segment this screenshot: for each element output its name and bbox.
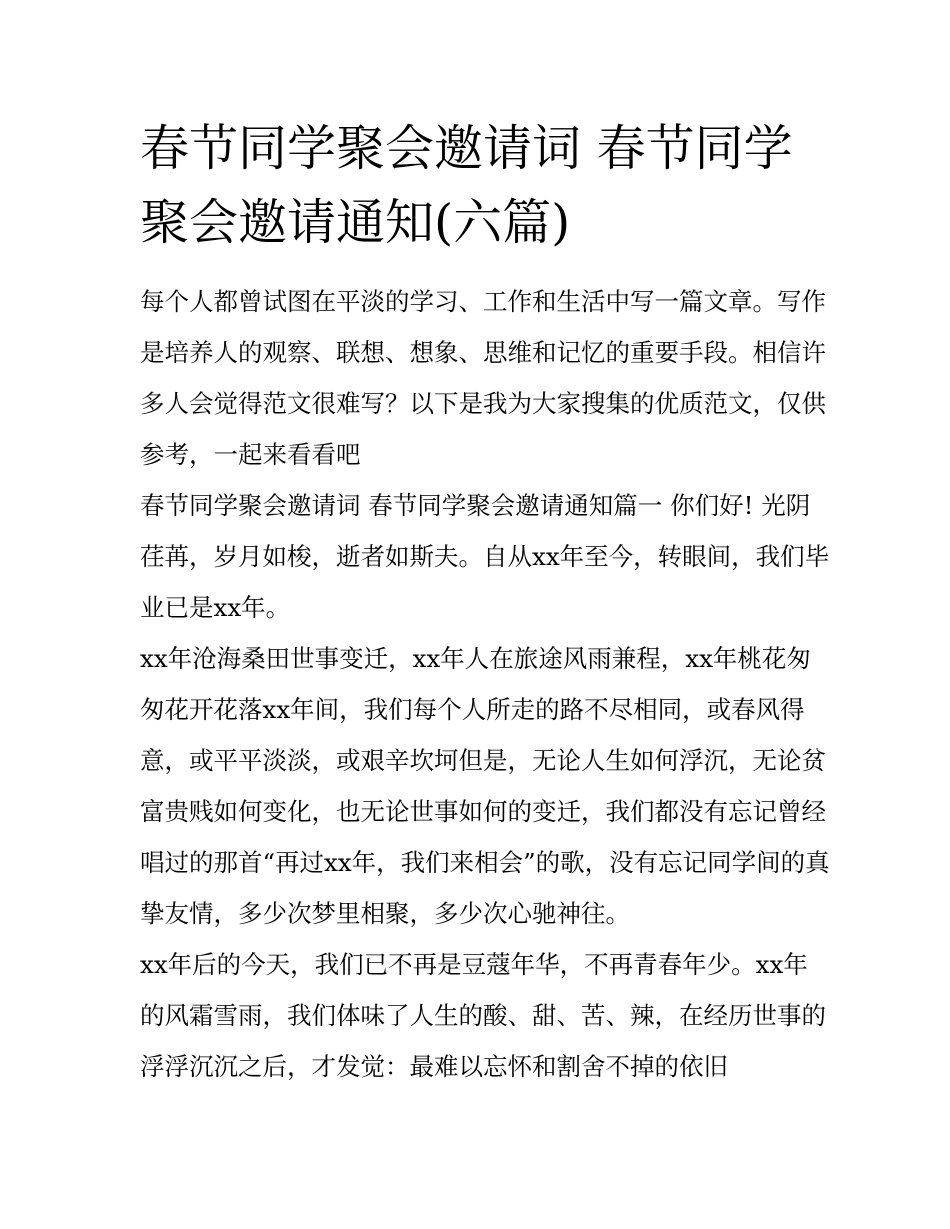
paragraph-memories: xx年沧海桑田世事变迁，xx年人在旅途风雨兼程，xx年桃花匆匆花开花落xx年间，我们每个人所走的路不尽相同，或春风得意，或平平淡淡，或艰辛坎坷但是，无论人生如何浮沉，无论贫富贵贱如何变化，也无论世事如何的变迁，我们都没有忘记曾经唱过的那首“再过xx年，我们来相会”的歌，没有忘记同学间的真挚友情，多少次梦里相聚，多少次心驰神往。 bbox=[140, 644, 830, 928]
paragraph-intro: 每个人都曾试图在平淡的学习、工作和生活中写一篇文章。写作是培养人的观察、联想、想象、思维和记忆的重要手段。相信许多人会觉得范文很难写？以下是我为大家搜集的优质范文，仅供参考，一起来看看吧 bbox=[140, 287, 826, 469]
document-body bbox=[140, 276, 830, 1092]
document-title: 春节同学聚会邀请词 春节同学聚会邀请通知(六篇) bbox=[140, 120, 793, 251]
paragraph-today: xx年后的今天，我们已不再是豆蔻年华，不再青春年少。xx年的风霜雪雨，我们体味了人生的酸、甜、苦、辣，在经历世事的浮浮沉沉之后，才发觉：最难以忘怀和割舍不掉的依旧 bbox=[140, 950, 826, 1081]
paragraph-greeting: 春节同学聚会邀请词 春节同学聚会邀请通知篇一 你们好! 光阴荏苒，岁月如梭，逝者如斯夫。自从xx年至今，转眼间，我们毕业已是xx年。 bbox=[140, 491, 830, 622]
